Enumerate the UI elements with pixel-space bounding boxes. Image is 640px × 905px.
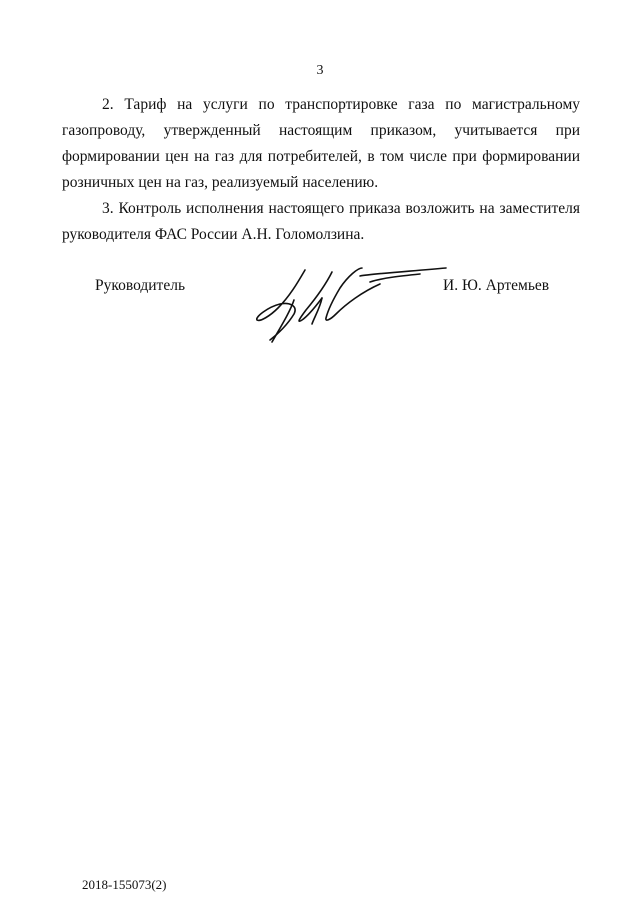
signature-block (0, 262, 640, 352)
paragraph-2: 2. Тариф на услуги по транспортировке газа по магистральному газопроводу, утвержденный настоящим приказом, учитывается при формировании цен на газ для потребителей, в том числе при формировании розничных цен на газ, реализуемый населению. (62, 96, 580, 191)
paragraph-3: 3. Контроль исполнения настоящего приказа возложить на заместителя руководителя ФАС России А.Н. Голомолзина. (62, 200, 580, 243)
document-number: 2018-155073(2) (82, 877, 167, 892)
signer-title: Руководитель (95, 277, 186, 294)
handwritten-signature-icon (250, 262, 450, 347)
page-number: 3 (316, 63, 324, 78)
document-body (62, 92, 580, 248)
signer-name: И. Ю. Артемьев (443, 277, 550, 294)
